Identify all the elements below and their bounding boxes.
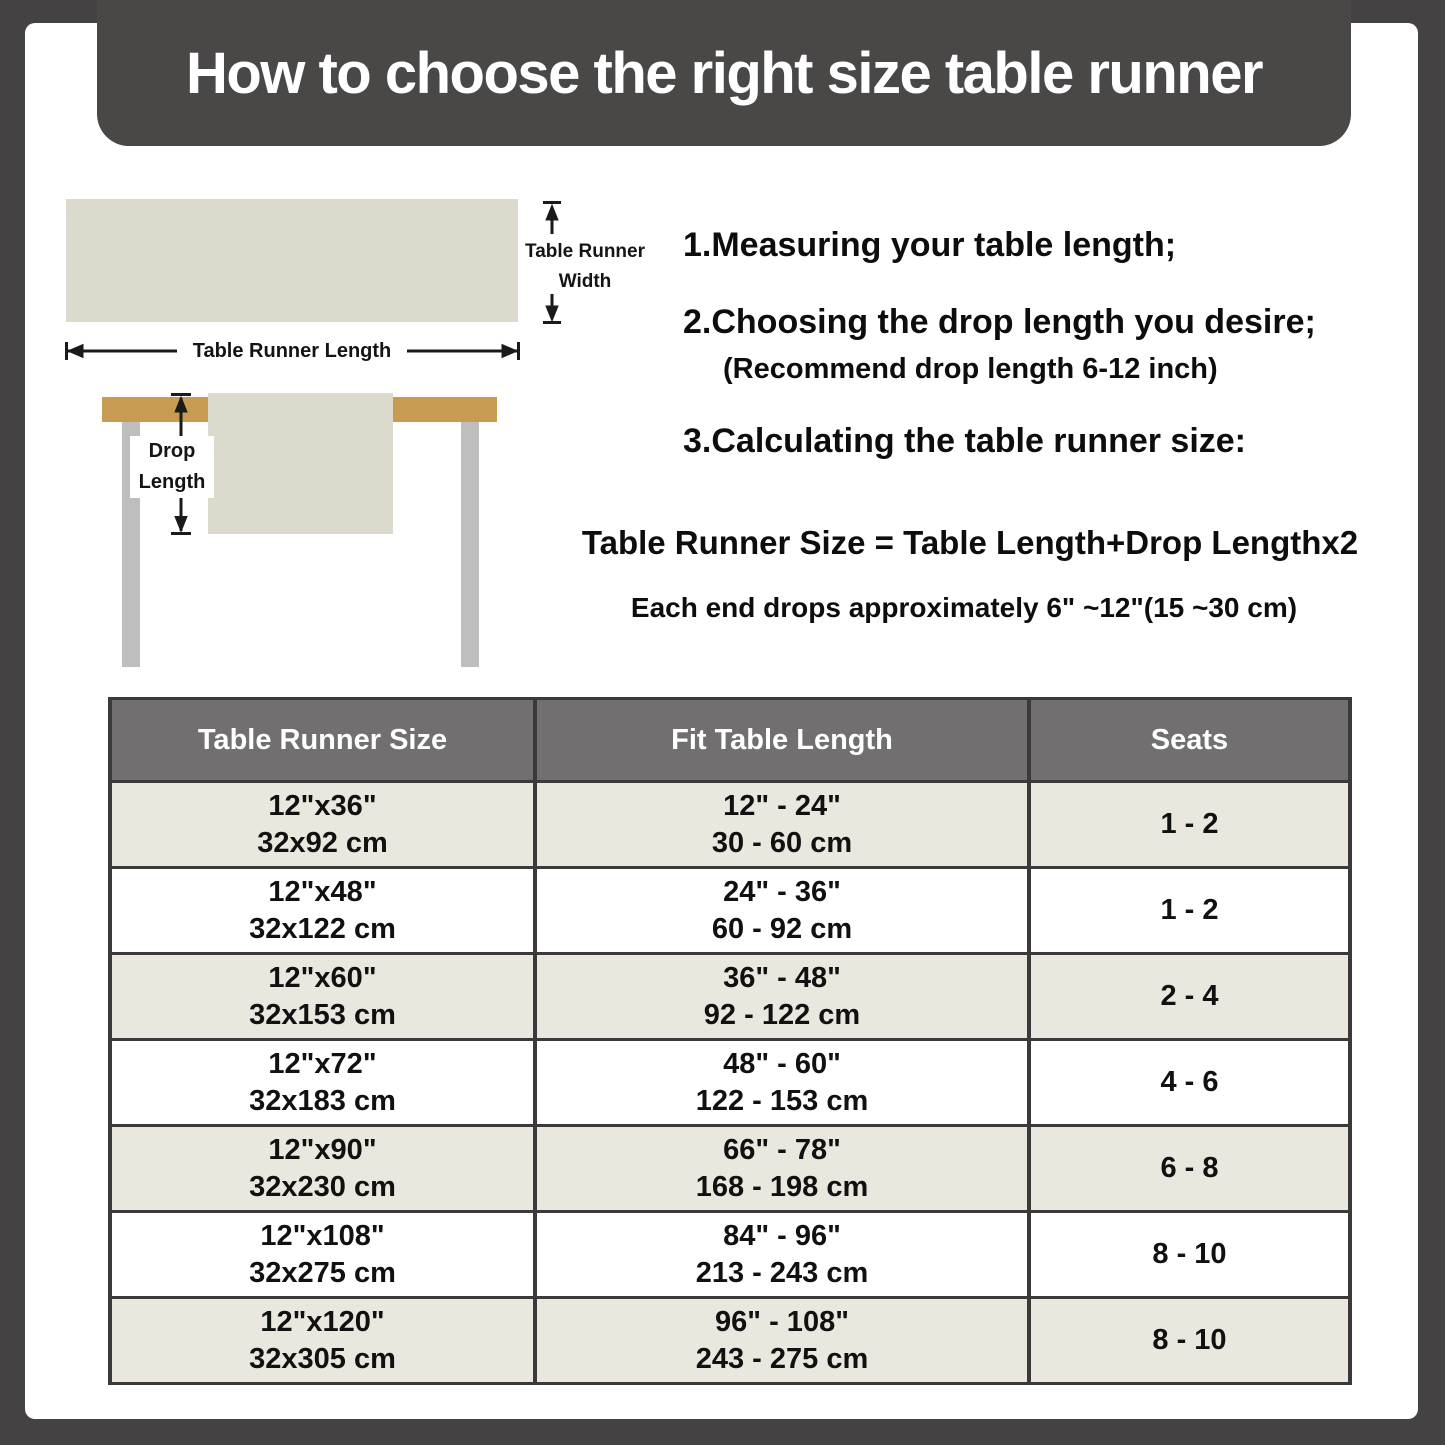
- runner-size-cell: 12"x72" 32x183 cm: [110, 1040, 535, 1126]
- runner-size-cell: 12"x108" 32x275 cm: [110, 1212, 535, 1298]
- seats-cell: 6 - 8: [1029, 1126, 1350, 1212]
- runner-top-view: [66, 199, 518, 322]
- step-3: 3.Calculating the table runner size:: [683, 422, 1247, 460]
- table-row: [110, 954, 1350, 1040]
- seats-cell: 1 - 2: [1029, 868, 1350, 954]
- runner-length-label: Table Runner Length: [177, 338, 407, 364]
- runner-size-cell: 12"x120" 32x305 cm: [110, 1298, 535, 1384]
- seats-cell: 8 - 10: [1029, 1298, 1350, 1384]
- fit-length-cell: 84" - 96" 213 - 243 cm: [535, 1212, 1029, 1298]
- table-row: [110, 1298, 1350, 1384]
- step-2: 2.Choosing the drop length you desire;: [683, 303, 1316, 341]
- header-runner-size: Table Runner Size: [110, 699, 535, 782]
- header-fit-length: Fit Table Length: [535, 699, 1029, 782]
- runner-drape: [208, 393, 393, 534]
- drop-length-label: Drop Length: [130, 436, 214, 498]
- page-title: How to choose the right size table runner: [185, 40, 1263, 106]
- step-1: 1.Measuring your table length;: [683, 226, 1177, 264]
- table-row: [110, 1126, 1350, 1212]
- seats-cell: 1 - 2: [1029, 782, 1350, 868]
- table-row: [110, 1040, 1350, 1126]
- runner-size-cell: 12"x48" 32x122 cm: [110, 868, 535, 954]
- runner-size-cell: 12"x90" 32x230 cm: [110, 1126, 535, 1212]
- formula-note: Each end drops approximately 6" ~12"(15 ~30 cm): [630, 592, 1298, 623]
- size-chart-header-row: [110, 699, 1350, 782]
- fit-length-cell: 48" - 60" 122 - 153 cm: [535, 1040, 1029, 1126]
- fit-length-cell: 24" - 36" 60 - 92 cm: [535, 868, 1029, 954]
- seats-cell: 8 - 10: [1029, 1212, 1350, 1298]
- seats-cell: 4 - 6: [1029, 1040, 1350, 1126]
- seats-cell: 2 - 4: [1029, 954, 1350, 1040]
- fit-length-cell: 36" - 48" 92 - 122 cm: [535, 954, 1029, 1040]
- formula-equation: Table Runner Size = Table Length+Drop Lengthx2: [581, 524, 1359, 561]
- header-seats: Seats: [1029, 699, 1350, 782]
- table-row: [110, 782, 1350, 868]
- table-row: [110, 1212, 1350, 1298]
- table-row: [110, 868, 1350, 954]
- runner-size-cell: 12"x60" 32x153 cm: [110, 954, 535, 1040]
- fit-length-cell: 12" - 24" 30 - 60 cm: [535, 782, 1029, 868]
- fit-length-cell: 96" - 108" 243 - 275 cm: [535, 1298, 1029, 1384]
- step-2-note: (Recommend drop length 6-12 inch): [723, 353, 1218, 385]
- runner-size-cell: 12"x36" 32x92 cm: [110, 782, 535, 868]
- title-banner: [97, 0, 1351, 146]
- fit-length-cell: 66" - 78" 168 - 198 cm: [535, 1126, 1029, 1212]
- runner-width-label: Table Runner Width: [525, 241, 645, 292]
- size-chart-table: [108, 697, 1352, 1385]
